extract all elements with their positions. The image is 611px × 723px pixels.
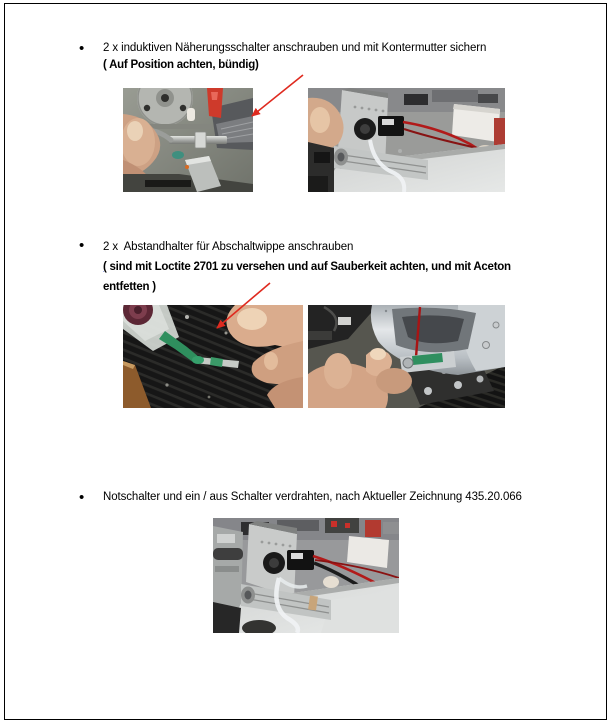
photo-proximity-switch-hand [123,88,253,192]
instruction-step-2 [79,237,603,297]
photo-proximity-switch-mounted-art [308,88,505,192]
lock-nut [195,132,206,148]
photo-spacer-housing-art [308,305,505,408]
bullet-marker: • [79,237,85,254]
photo-loctite-syringe [123,305,303,408]
photo-proximity-switch-mounted [308,88,505,192]
instruction-step-3 [79,489,603,506]
bullet-marker: • [79,489,85,506]
step1-line1: 2 x induktiven Näherungsschalter anschrauben und mit Kontermutter sichern [103,42,487,54]
grammar-marked-paren: ( [103,261,107,273]
step2-line3-bold: entfetten ) [103,281,156,293]
step2-line2-rest: sind mit Loctite 2701 zu versehen und auf Sauberkeit achten, und mit Aceton [106,261,511,273]
photo-loctite-syringe-art [123,305,303,408]
photo-wiring-overview [213,518,399,633]
photo-wiring-overview-art [213,518,399,633]
step1-line2-bold: ( Auf Position achten, bündig) [103,59,259,71]
step2-line2-bold [103,257,603,277]
bullet-marker: • [79,40,85,57]
adhesive-drop [192,356,204,364]
red-arrow-step1 [252,75,303,116]
instruction-step-1 [79,40,603,74]
step2-line1: 2 x Abstandhalter für Abschaltwippe anschrauben [103,241,354,253]
photo-spacer-housing [308,305,505,408]
photo-proximity-switch-hand-art [123,88,253,192]
step3-line1: Notschalter und ein / aus Schalter verdrahten, nach Aktueller Zeichnung 435.20.066 [103,491,522,503]
